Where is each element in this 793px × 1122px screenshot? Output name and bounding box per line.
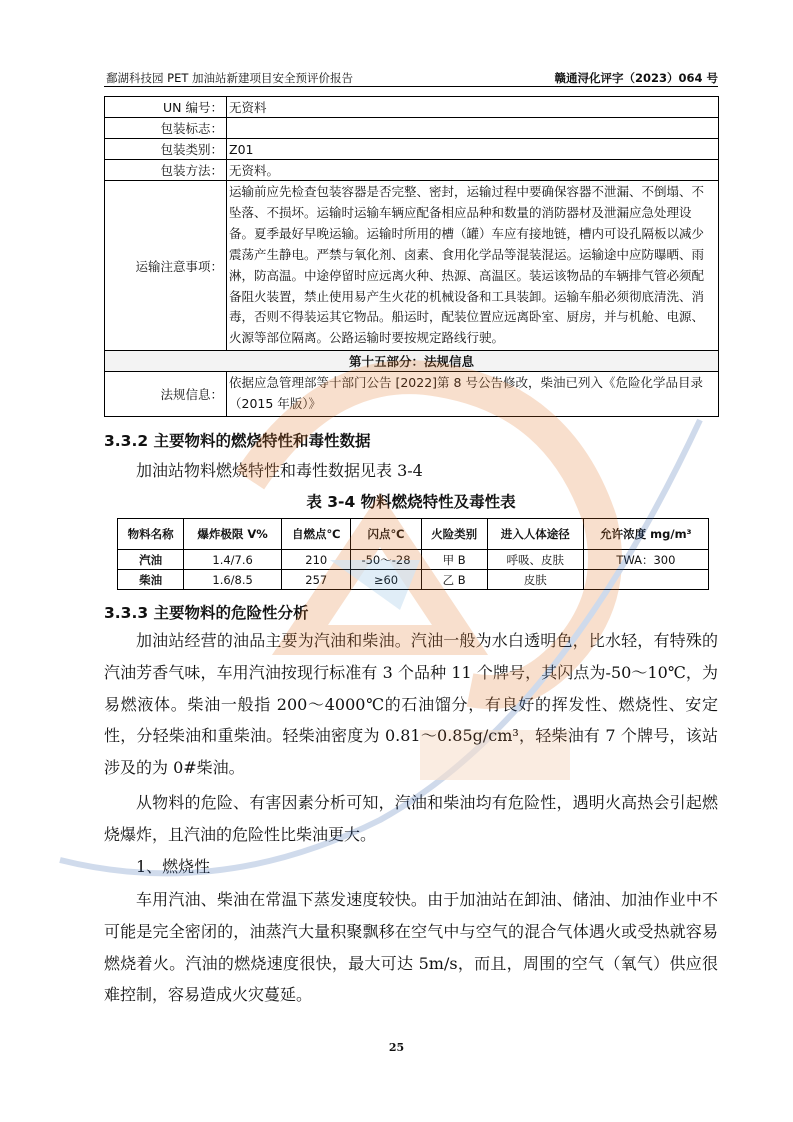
table-cell: 乙 B — [421, 570, 487, 590]
col-header: 自燃点℃ — [282, 519, 351, 550]
table-cell — [583, 570, 708, 590]
col-header: 允许浓度 mg/m³ — [583, 519, 708, 550]
part15-heading: 第十五部分：法规信息 — [105, 351, 719, 372]
table-cell: ≥60 — [351, 570, 421, 590]
package-method-label: 包装方法： — [105, 160, 227, 181]
report-title: 鄱湖科技园 PET 加油站新建项目安全预评价报告 — [106, 71, 354, 85]
table-row — [118, 550, 709, 570]
table-row — [105, 372, 719, 417]
page-number: 25 — [388, 1041, 405, 1054]
col-header: 闪点℃ — [351, 519, 421, 550]
col-header: 物料名称 — [118, 519, 184, 550]
table-caption: 表 3-4 物料燃烧特性及毒性表 — [306, 493, 516, 511]
col-header: 火险类别 — [421, 519, 487, 550]
table-cell: 皮肤 — [487, 570, 583, 590]
section-332-heading: 3.3.2 主要物料的燃烧特性和毒性数据 — [104, 432, 371, 450]
table-cell: 柴油 — [118, 570, 184, 590]
section-333-heading: 3.3.3 主要物料的危险性分析 — [104, 604, 309, 622]
table-row — [105, 160, 719, 181]
section-333-item1: 1、燃烧性 — [136, 857, 211, 876]
msds-table — [104, 96, 719, 417]
properties-table — [117, 518, 709, 590]
table-cell: 汽油 — [118, 550, 184, 570]
package-class-value: Z01 — [227, 139, 719, 160]
transport-label: 运输注意事项： — [105, 181, 227, 351]
package-mark-value — [227, 118, 719, 139]
table-cell: -50～-28 — [351, 550, 421, 570]
table-row — [105, 139, 719, 160]
table-cell: 呼吸、皮肤 — [487, 550, 583, 570]
section-332-intro: 加油站物料燃烧特性和毒性数据见表 3-4 — [136, 461, 423, 480]
table-cell: TWA：300 — [583, 550, 708, 570]
section-333-para2: 从物料的危险、有害因素分析可知，汽油和柴油均有危险性，遇明火高热会引起燃烧爆炸，且汽油的危险性比柴油更大。 — [104, 793, 718, 844]
page-header — [104, 66, 718, 87]
un-label: UN 编号： — [105, 97, 227, 118]
package-method-value: 无资料。 — [227, 160, 719, 181]
section-333-para1: 加油站经营的油品主要为汽油和柴油。汽油一般为水白透明色，比水轻，有特殊的汽油芳香气味，车用汽油按现行标准有 3 个品种 11 个牌号，其闪点为-50～10℃，为易燃液体。柴油一般指 200～4000℃的石油馏分，有良好的挥发性、燃烧性、安定性，分轻柴油和重柴油。轻柴油密度为 0.81～0.85g/cm³，轻柴油有 7 个牌号，该站涉及的为 0#柴油。 — [104, 631, 718, 778]
table-row — [118, 570, 709, 590]
table-row — [105, 97, 719, 118]
package-class-label: 包装类别： — [105, 139, 227, 160]
table-row — [105, 351, 719, 372]
section-333-para3: 车用汽油、柴油在常温下蒸发速度较快。由于加油站在卸油、储油、加油作业中不可能是完全密闭的，油蒸汽大量积聚飘移在空气中与空气的混合气体遇火或受热就容易燃烧着火。汽油的燃烧速度很快，最大可达 5m/s，而且，周围的空气（氧气）供应很难控制，容易造成火灾蔓延。 — [104, 890, 718, 1005]
report-number: 赣通浔化评字（2023）064 号 — [554, 71, 718, 85]
un-value: 无资料 — [227, 97, 719, 118]
regulation-value: 依据应急管理部等十部门公告 [2022]第 8 号公告修改，柴油已列入《危险化学品目录（2015 年版）》 — [227, 372, 719, 417]
table-cell: 甲 B — [421, 550, 487, 570]
table-cell: 210 — [282, 550, 351, 570]
col-header: 进入人体途径 — [487, 519, 583, 550]
table-cell: 1.4/7.6 — [184, 550, 282, 570]
regulation-label: 法规信息： — [105, 372, 227, 417]
package-mark-label: 包装标志： — [105, 118, 227, 139]
transport-value: 运输前应先检查包装容器是否完整、密封，运输过程中要确保容器不泄漏、不倒塌、不坠落、不损坏。运输时运输车辆应配备相应品种和数量的消防器材及泄漏应急处理设备。夏季最好早晚运输。运输时所用的槽（罐）车应有接地链，槽内可设孔隔板以减少震荡产生静电。严禁与氧化剂、卤素、食用化学品等混装混运。运输途中应防曝晒、雨淋，防高温。中途停留时应远离火种、热源、高温区。装运该物品的车辆排气管必须配备阻火装置，禁止使用易产生火花的机械设备和工具装卸。运输车船必须彻底清洗、消毒，否则不得装运其它物品。船运时，配装位置应远离卧室、厨房，并与机舱、电源、火源等部位隔离。公路运输时要按规定路线行驶。 — [227, 181, 719, 351]
table-row — [105, 118, 719, 139]
table-row — [105, 181, 719, 351]
table-cell: 1.6/8.5 — [184, 570, 282, 590]
col-header: 爆炸极限 V% — [184, 519, 282, 550]
table-cell: 257 — [282, 570, 351, 590]
table-header-row — [118, 519, 709, 550]
